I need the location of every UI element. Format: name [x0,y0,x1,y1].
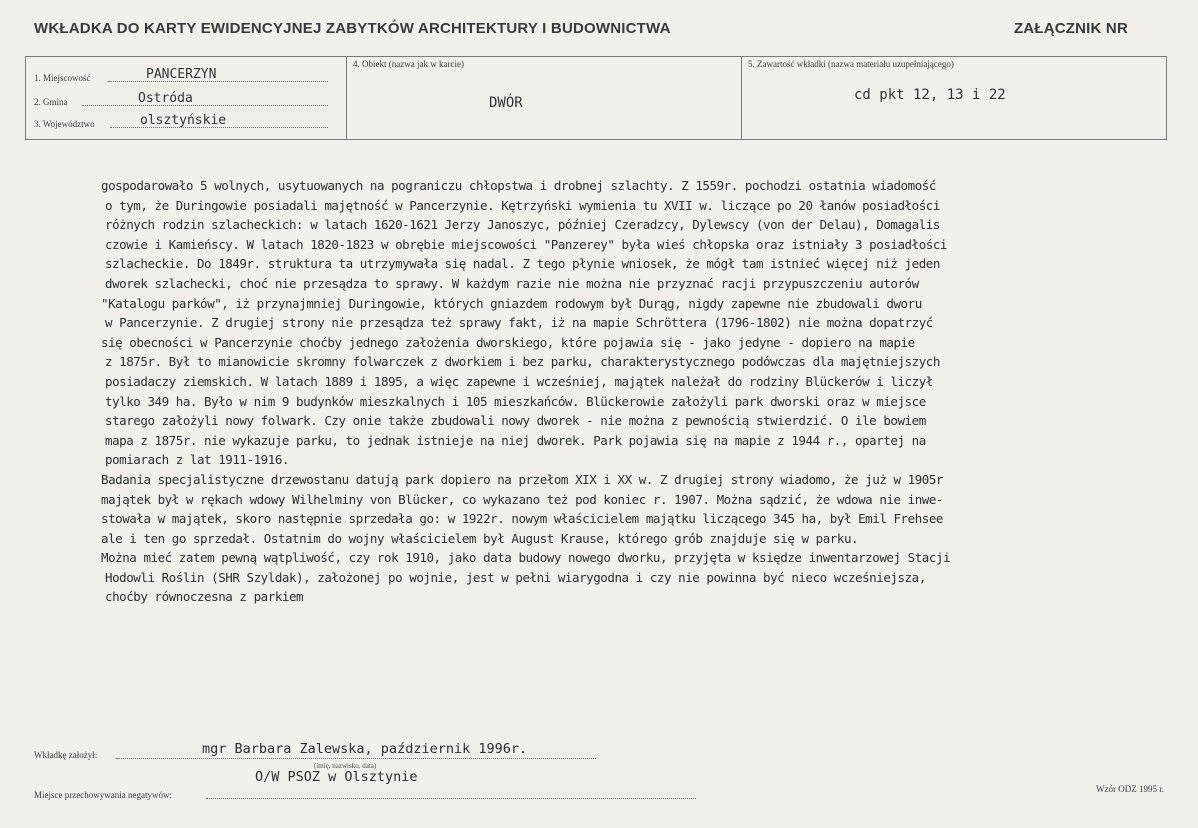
text-line: z 1875r. Był to mianowicie skromny folwarczek z dworkiem i bez parku, charakterystycznego podówczas dla majętniejszych [105,354,940,370]
gmina-field [34,91,339,109]
document-header [34,20,1164,44]
text-line: choćby równoczesna z parkiem [105,589,304,605]
miejscowosc-value: PANCERZYN [146,67,217,82]
text-line: o tym, że Duringowie posiadali majętność w Pancerzynie. Kętrzyński wymienia tu XVII w. liczące po 20 łanów posiadłości [105,197,940,213]
document-title: WKŁADKA DO KARTY EWIDENCYJNEJ ZABYTKÓW ARCHITEKTURY I BUDOWNICTWA [34,20,671,37]
text-line: "Katalogu parków", iż przynajmniej Duringowie, których gniazdem rodowym był Durąg, nigdy zapewne nie zbudowali dworu [101,295,922,311]
miejscowosc-label: 1. Miejscowość [34,73,91,83]
text-line: pomiarach z lat 1911-1916. [105,452,289,468]
obiekt-label: 4. Obiekt (nazwa jak w karcie) [353,59,464,69]
text-line: Można mieć zatem pewną wątpliwość, czy rok 1910, jako data budowy nowego dworku, przyjęta w księdze inwentarzowej Stacji [101,550,951,566]
wojewodztwo-value: olsztyńskie [140,113,227,128]
text-line: tylko 349 ha. Było w nim 9 budynków mieszkalnych i 105 mieszkańców. Blückerowie założyli park dworski oraz w miejsce [105,393,926,409]
historical-description-text [101,176,1131,607]
obiekt-value: DWÓR [489,95,523,111]
author-dotted-line [116,758,596,759]
wojewodztwo-label: 3. Województwo [34,119,95,129]
text-line: ale i ten go sprzedał. Ostatnim do wojny właścicielem był August Krause, którego grób znajduje się w parku. [101,530,859,546]
author-hint: (imię, nazwisko, data) [314,762,377,770]
negatives-value: O/W PSOZ w Olsztynie [255,769,418,785]
contents-column [741,57,1166,139]
location-column [26,57,346,139]
text-line: stowała w majątek, skoro następnie sprzedała go: w 1922r. nowym właścicielem majątku liczącego 345 ha, był Emil Frehsee [101,511,944,527]
gmina-dotted-line [82,105,328,106]
text-line: różnych rodzin szlacheckich: w latach 1620-1621 Jerzy Janoszyc, później Czeradzcy, Dylewscy (von der Delau), Domagalis [105,217,940,233]
negatives-dotted-line [206,798,696,799]
gmina-label: 2. Gmina [34,97,68,107]
text-line: mapa z 1875r. nie wykazuje parku, to jednak istnieje na niej dworek. Park pojawia się na mapie z 1944 r., opartej na [105,432,926,448]
text-line: starego założyli nowy folwark. Czy onie także zbudowali nowy dworek - nie można z pewnością stwierdzić. O ile bowiem [105,413,926,429]
identification-form-box [25,56,1167,140]
negatives-label: Miejsce przechowywania negatywów: [34,790,172,800]
gmina-value: Ostróda [138,91,193,106]
text-line: posiadaczy ziemskich. W latach 1889 i 1895, a więc zapewne i wcześniej, majątek należał do rodziny Blückerów i liczył [105,373,933,389]
text-line: Badania specjalistyczne drzewostanu datują park dopiero na przełom XIX i XX w. Z drugiej strony wiadomo, że już w 1905r [101,471,944,487]
text-line: czowie i Kamieńscy. W latach 1820-1823 w obrębie miejscowości "Panzerey" była wieś chłopska oraz istniały 3 posiadłości [105,236,948,252]
text-line: Hodowli Roślin (SHR Szyldak), założonej po wojnie, jest w pełni wiarygodna i czy nie powinna być nieco wcześniejsza, [105,569,926,585]
text-line: się obecności w Pancerzynie choćby jednego założenia dworskiego, które pojawia się - jako jedyne - dopiero na mapie [101,334,915,350]
miejscowosc-dotted-line [108,81,328,82]
annex-number-label: ZAŁĄCZNIK NR [1013,20,1128,37]
author-label: Wkładkę założył: [34,750,98,760]
zawartosc-value: cd pkt 12, 13 i 22 [854,87,1006,103]
author-value: mgr Barbara Zalewska, październik 1996r. [202,741,528,757]
object-column [346,57,742,139]
text-line: dworek szlachecki, choć nie przesądza to sprawy. W każdym razie nie można nie przyznać racji przypuszczeniu autorów [105,275,919,291]
negatives-field [34,782,734,802]
zawartosc-label: 5. Zawartość wkładki (nazwa materiału uzupełniającego) [748,59,954,69]
text-line: w Pancerzynie. Z drugiej strony nie przesądza też sprawy fakt, iż na mapie Schröttera (1796-1802) nie można dopatrzyć [105,315,933,331]
text-line: majątek był w rękach wdowy Wilhelminy von Blücker, co wykazano też pod koniec r. 1907. Można sądzić, że wdowa nie inwe- [101,491,944,507]
text-line: szlacheckie. Do 1849r. struktura ta utrzymywała się nadal. Z tego płynie wniosek, że mógł tam istnieć więcej niż jeden [105,256,940,272]
form-model-version: Wzór ODZ 1995 r. [1096,784,1164,794]
wojewodztwo-field [34,113,339,131]
text-line: gospodarowało 5 wolnych, usytuowanych na pograniczu chłopstwa i drobnej szlachty. Z 1559r. pochodzi ostatnia wiadomość [101,178,936,193]
miejscowosc-field [34,67,339,85]
